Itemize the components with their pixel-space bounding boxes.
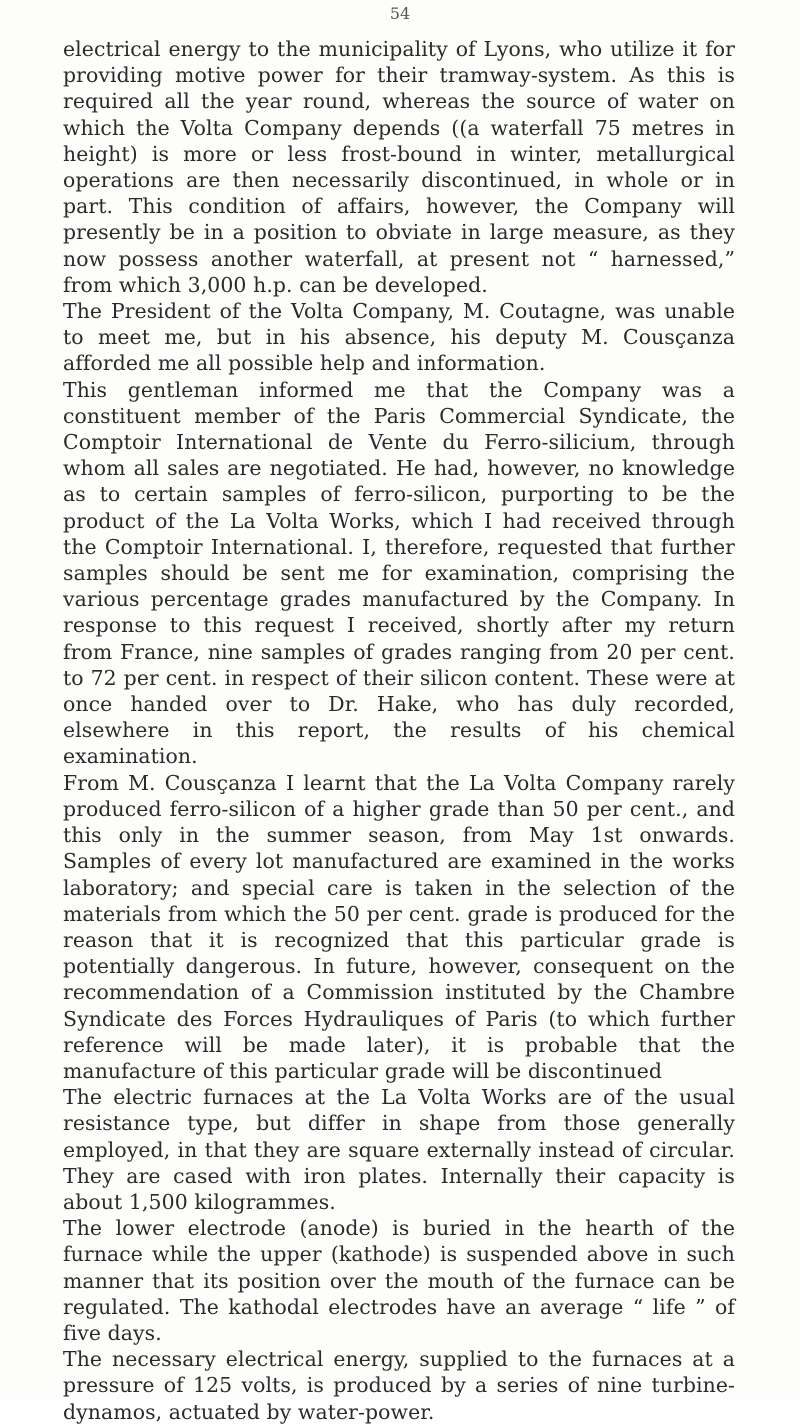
body-text <box>63 36 735 1425</box>
paragraph-furnaces: The electric furnaces at the La Volta Works are of the usual resistance type, but differ in shape from those generally employed, in that they are square externally instead of circular. They are cased with iron plates. Internally their capacity is about 1,500 kilogrammes. <box>63 1085 735 1214</box>
page-number: 54 <box>389 4 411 23</box>
paragraph-energy-supply: The necessary electrical energy, supplied to the furnaces at a pressure of 125 volts, is produced by a series of nine turbine-dynamos, actuated by water-power. <box>63 1347 735 1424</box>
paragraph-grades: From M. Cousçanza I learnt that the La Volta Company rarely produced ferro-silicon of a higher grade than 50 per cent., and this only in the summer season, from May 1st onwards. Samples of every lot manufactured are examined in the works laboratory; and special care is taken in the selection of the materials from which the 50 per cent. grade is produced for the reason that it is recognized that this particular grade is potentially dangerous. In future, however, consequent on the recommendation of a Commission instituted by the Chambre Syndicate des Forces Hydrauliques of Paris (to which further reference will be made later), it is probable that the manufacture of this particular grade will be discontinued <box>63 770 735 1083</box>
paragraph-syndicate: This gentleman informed me that the Company was a constituent member of the Paris Commercial Syndicate, the Comptoir International de Vente du Ferro-silicium, through whom all sales are negotiated. He had, however, no knowledge as to certain samples of ferro-silicon, purporting to be the product of the La Volta Works, which I had received through the Comptoir International. I, therefore, requested that further samples should be sent me for examination, comprising the various percentage grades manufactured by the Company. In response to this request I received, shortly after my return from France, nine samples of grades ranging from 20 per cent. to 72 per cent. in respect of their silicon content. These were at once handed over to Dr. Hake, who has duly recorded, elsewhere in this report, the results of his chemical examination. <box>63 377 735 769</box>
paragraph-electrodes: The lower electrode (anode) is buried in the hearth of the furnace while the upper (kathode) is suspended above in such manner that its position over the mouth of the furnace can be regulated. The kathodal electrodes have an average “ life ” of five days. <box>63 1216 735 1345</box>
paragraph-volta-energy: electrical energy to the municipality of Lyons, who utilize it for providing motive power for their tramway-system. As this is required all the year round, whereas the source of water on which the Volta Company depends ((a waterfall 75 metres in height) is more or less frost-bound in winter, metallurgical operations are then necessarily discontinued, in whole or in part. This condition of affairs, however, the Company will presently be in a position to obviate in large measure, as they now possess another waterfall, at present not “ harnessed,” from which 3,000 h.p. can be developed. <box>63 37 735 297</box>
paragraph-president: The President of the Volta Company, M. Coutagne, was unable to meet me, but in his absence, his deputy M. Cousçanza afforded me all possible help and information. <box>63 299 735 376</box>
